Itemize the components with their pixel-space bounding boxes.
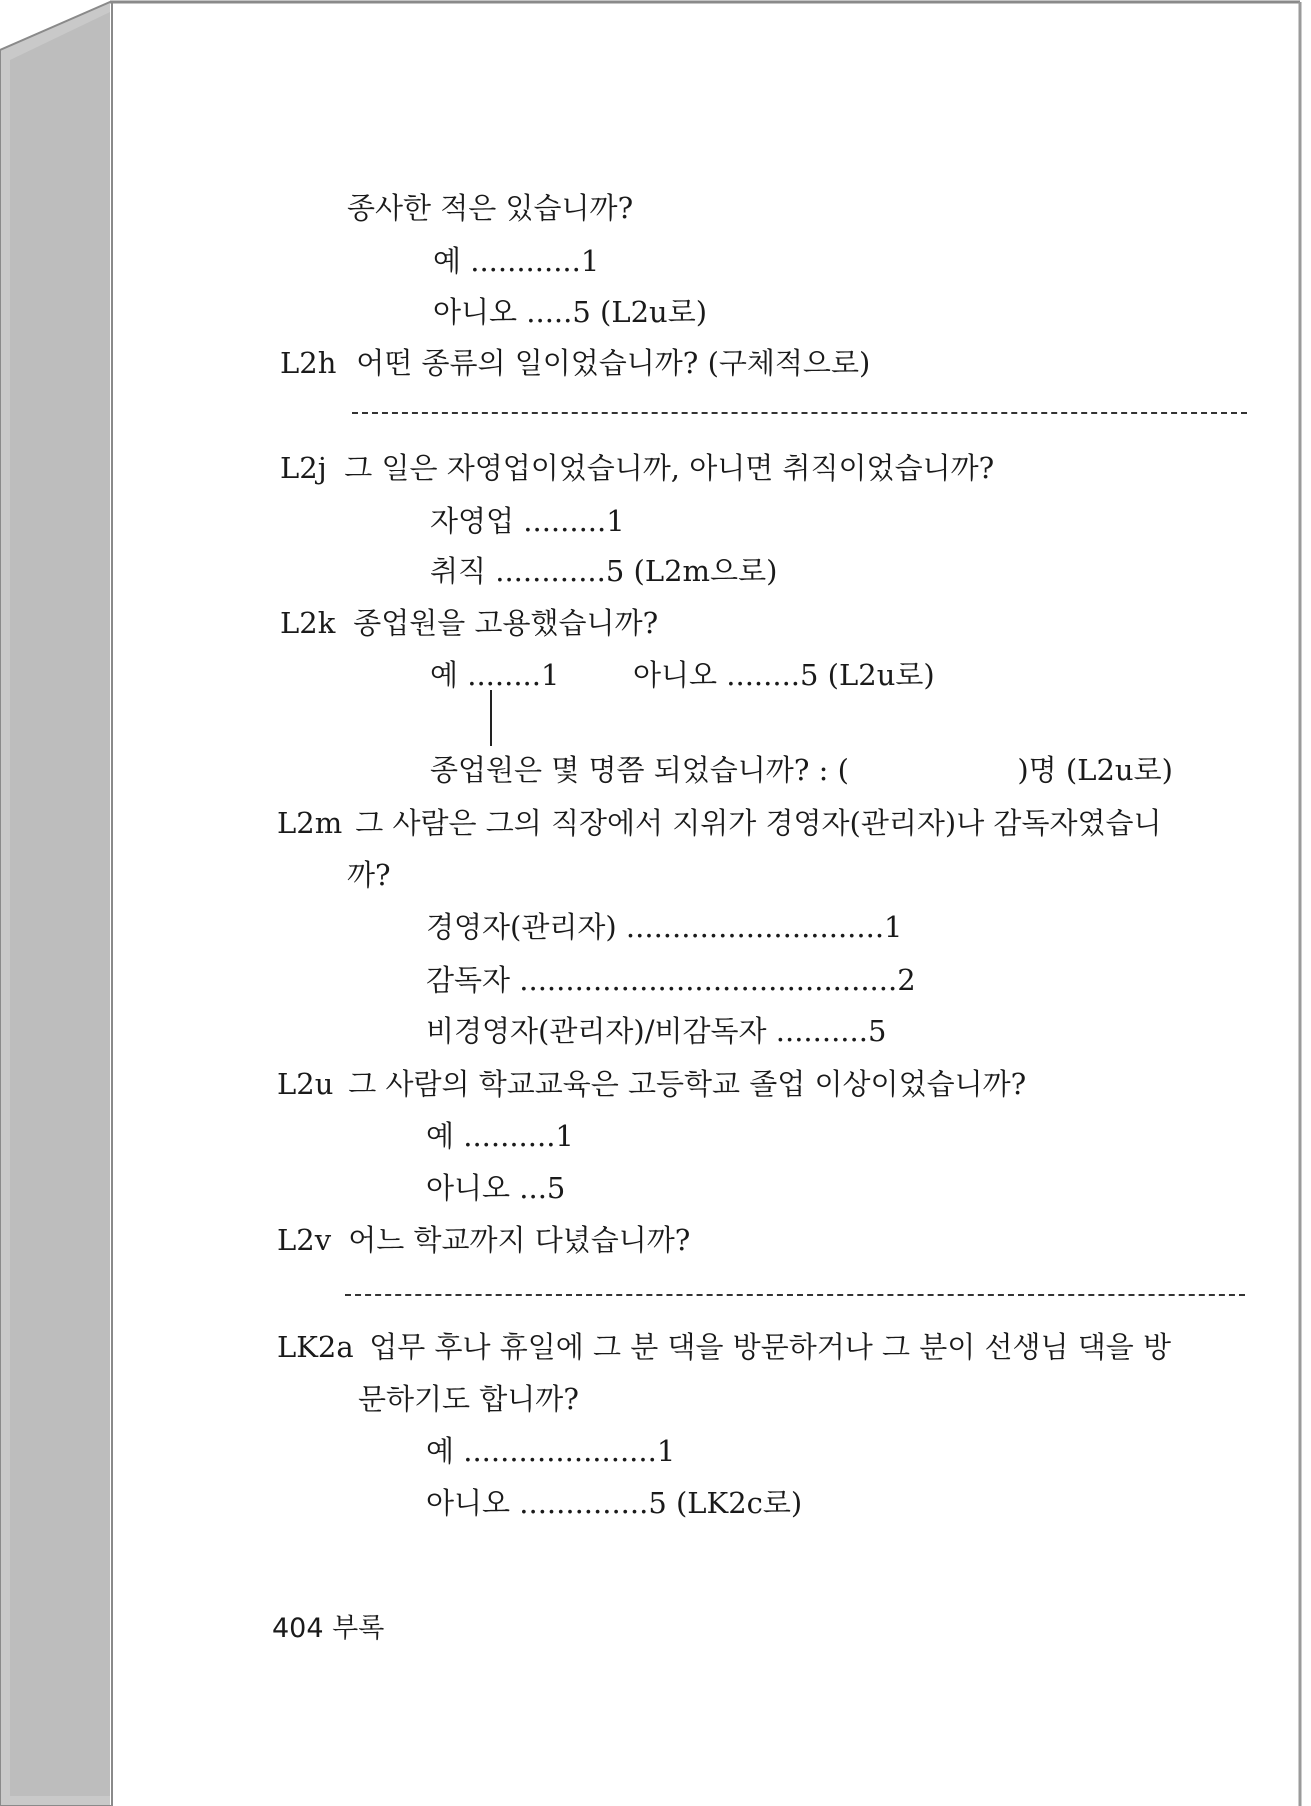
answer-blank-line <box>345 1294 1245 1296</box>
question-code: L2k <box>280 606 336 640</box>
question-text: 그 일은 자영업이었습니까, 아니면 취직이었습니까? <box>344 451 995 485</box>
question-L2m <box>277 805 1162 841</box>
question-text: 어느 학교까지 다녔습니까? <box>348 1223 691 1257</box>
question-code: L2v <box>277 1223 332 1257</box>
answer-option: 아니오 .....5 (L2u로) <box>433 295 708 329</box>
answer-option: 감독자 .........................................2 <box>426 963 916 997</box>
question-code: L2j <box>280 451 327 485</box>
document-page <box>110 0 1290 1806</box>
branch-connector <box>490 690 492 746</box>
answer-option: 예 ............1 <box>433 244 600 278</box>
question-code: L2m <box>277 806 343 840</box>
question-L2j <box>280 450 994 486</box>
answer-option: 취직 ............5 (L2m으로) <box>430 554 778 588</box>
answer-option: 예 .....................1 <box>426 1434 676 1468</box>
page-footer <box>272 1606 384 1645</box>
question-text: 그 사람은 그의 직장에서 지위가 경영자(관리자)나 감독자였습니 <box>355 806 1162 840</box>
question-code: LK2a <box>277 1330 354 1364</box>
answer-option: 경영자(관리자) ............................1 <box>426 910 903 944</box>
question-text-continued: 문하기도 합니까? <box>358 1382 579 1416</box>
question-code: L2h <box>280 346 337 380</box>
question-text: 종업원을 고용했습니까? <box>353 606 659 640</box>
question-L2h <box>280 345 870 381</box>
question-text: 어떤 종류의 일이었습니까? (구체적으로) <box>356 346 871 380</box>
question-L2u <box>277 1066 1026 1102</box>
answer-option: 예 ........1 <box>430 658 560 692</box>
answer-option: 예 ..........1 <box>426 1119 574 1153</box>
section-title: 부록 <box>332 1613 385 1644</box>
question-L2v <box>277 1222 690 1258</box>
answer-option: 아니오 ..............5 (LK2c로) <box>426 1486 803 1520</box>
question-text: 종사한 적은 있습니까? <box>347 191 634 225</box>
followup-text: )명 (L2u로) <box>1017 753 1173 787</box>
question-LK2a <box>277 1329 1171 1365</box>
question-text: 그 사람의 학교교육은 고등학교 졸업 이상이었습니까? <box>348 1067 1027 1101</box>
followup-text: 종업원은 몇 명쯤 되었습니까? : ( <box>430 753 849 787</box>
followup-question <box>430 752 1173 788</box>
page-number: 404 <box>272 1613 324 1644</box>
question-code: L2u <box>277 1067 334 1101</box>
question-text-continued: 까? <box>347 858 391 892</box>
question-L2k <box>280 605 658 641</box>
answer-option: 비경영자(관리자)/비감독자 ..........5 <box>426 1014 887 1048</box>
answer-option: 아니오 ........5 (L2u로) <box>633 658 935 692</box>
question-text: 업무 후나 휴일에 그 분 댁을 방문하거나 그 분이 선생님 댁을 방 <box>369 1330 1171 1364</box>
answer-option: 아니오 ...5 <box>426 1171 566 1205</box>
answer-option: 자영업 .........1 <box>430 504 625 538</box>
answer-blank-line <box>352 412 1247 414</box>
